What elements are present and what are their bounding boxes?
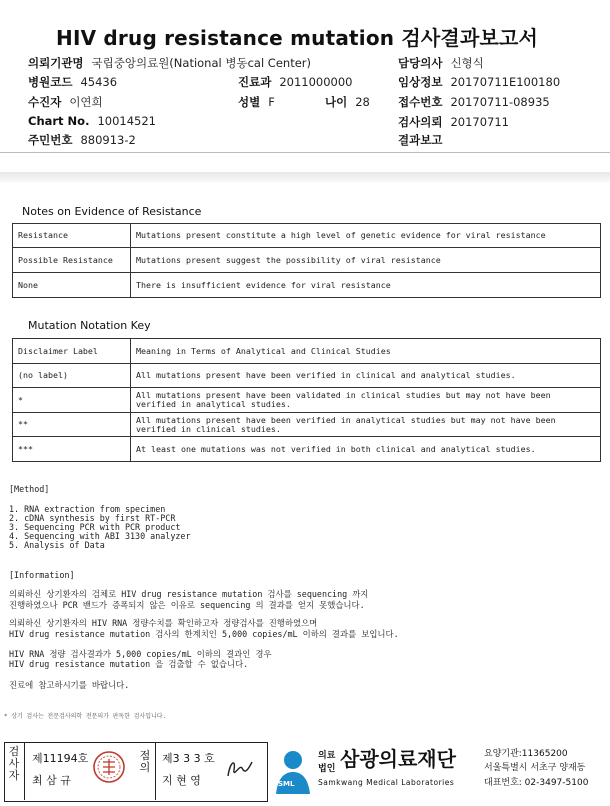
table-row — [13, 273, 601, 298]
org-code: 요양기관:11365200 — [484, 749, 568, 759]
sex-value: F — [268, 95, 275, 109]
footnote: * 상기 검사는 전문검사의학 전문의가 판독한 검사입니다. — [4, 713, 167, 720]
evidence-label-cell: None — [13, 273, 131, 298]
notation-text-line: All mutations present have been validated in clinical studies but may not have been — [136, 390, 551, 400]
attending-field — [398, 55, 484, 71]
evidence-text-cell: Mutations present suggest the possibility of viral resistance — [131, 248, 601, 273]
notation-text-cell — [131, 388, 601, 413]
patient-field — [28, 94, 103, 110]
rrn-field — [28, 132, 136, 148]
receipt-field — [398, 94, 550, 110]
chart-label: Chart No. — [28, 114, 90, 128]
info-title: [Information] — [9, 570, 75, 580]
rrn-label: 주민번호 — [28, 133, 73, 147]
notation-text-line: At least one mutations was not verified in both clinical and analytical studies. — [136, 443, 536, 454]
notation-text-line: verified in analytical studies. — [136, 399, 291, 409]
receipt-value: 20170711-08935 — [450, 95, 550, 109]
info-line: 진료에 참고하시기를 바랍니다. — [9, 680, 130, 690]
method-step: 5. Analysis of Data — [9, 540, 105, 550]
receipt-label: 접수번호 — [398, 95, 443, 109]
table-row — [13, 437, 601, 462]
notation-header-text: Meaning in Terms of Analytical and Clinical Studies — [131, 339, 601, 364]
table-row — [13, 413, 601, 437]
footer-divider — [24, 742, 26, 800]
method-step: 2. cDNA synthesis by first RT-PCR — [9, 513, 176, 523]
notation-text-line: verified in clinical studies. — [136, 423, 281, 434]
rrn-value: 880913-2 — [80, 133, 136, 147]
sml-logo-icon — [272, 744, 314, 796]
hospital-code-field — [28, 74, 117, 90]
clinical-info-value: 20170711E100180 — [450, 75, 561, 89]
request-date-label: 검사의뢰 — [398, 115, 443, 129]
hospital-code-label: 병원코드 — [28, 75, 73, 89]
table-row — [13, 248, 601, 273]
attending-label: 담당의사 — [398, 56, 443, 70]
institution-label: 의뢰기관명 — [28, 56, 84, 70]
info-line: 의뢰하신 상기환자의 HIV RNA 정량수치를 확인하고자 정량검사를 진행하였으며 — [9, 618, 318, 628]
table-row — [13, 388, 601, 413]
table-header-row — [13, 339, 601, 364]
info-line: 의뢰하신 상기환자의 검체로 HIV drug resistance mutation 검사를 sequencing 까지 — [9, 589, 369, 599]
dept-value: 2011000000 — [279, 75, 353, 89]
notation-title: Mutation Notation Key — [28, 319, 151, 332]
info-line: 진행하였으나 PCR 밴드가 증폭되지 않은 이유로 sequencing 의 결과를 얻지 못했습니다. — [9, 600, 365, 610]
info-line: HIV drug resistance mutation 을 검출할 수 없습니다. — [9, 659, 249, 669]
evidence-label-cell: Possible Resistance — [13, 248, 131, 273]
signature-icon — [222, 754, 258, 784]
request-date-field — [398, 114, 509, 130]
table-row — [13, 364, 601, 388]
chart-value: 10014521 — [97, 114, 156, 128]
evidence-label-cell: Resistance — [13, 224, 131, 248]
chart-field — [28, 114, 156, 128]
evidence-text-cell: There is insufficient evidence for viral resistance — [131, 273, 601, 298]
footer-divider — [155, 742, 157, 800]
org-name: 삼광의료재단 — [340, 747, 456, 771]
inspector-license: 제11194호 — [32, 752, 89, 765]
header-divider — [0, 152, 610, 153]
info-line: HIV RNA 정량 검사결과가 5,000 copies/mL 이하의 결과인 경우 — [9, 649, 272, 659]
clinical-info-field — [398, 74, 560, 90]
notation-text-line: All mutations present have been verified in analytical studies but may not have been — [136, 414, 556, 425]
notation-text-cell — [131, 437, 601, 462]
method-step: 4. Sequencing with ABI 3130 analyzer — [9, 531, 191, 541]
method-step: 1. RNA extraction from specimen — [9, 504, 166, 514]
hospital-code-value: 45436 — [80, 75, 118, 89]
notation-text-line: All mutations present have been verified in clinical and analytical studies. — [136, 370, 516, 380]
clinical-info-label: 임상정보 — [398, 75, 443, 89]
age-field — [325, 94, 370, 110]
org-prefix-bottom: 법인 — [318, 764, 336, 774]
official-stamp-icon — [92, 750, 126, 784]
verifier-name: 지 현 영 — [162, 774, 201, 787]
table-row — [13, 224, 601, 248]
inspector-label: 검사자 — [8, 745, 20, 782]
evidence-table — [12, 223, 601, 298]
patient-label: 수진자 — [28, 95, 62, 109]
dept-label: 진료과 — [238, 75, 272, 89]
inspector-name: 최 삼 규 — [32, 774, 71, 787]
notation-label-cell: * — [13, 388, 131, 413]
method-title: [Method] — [9, 484, 50, 494]
org-prefix-top: 의료 — [318, 751, 336, 761]
notation-label-cell: (no label) — [13, 364, 131, 388]
attending-value: 신형식 — [450, 56, 484, 70]
result-report-field — [398, 132, 450, 148]
patient-value: 이연희 — [69, 95, 103, 109]
age-value: 28 — [355, 95, 370, 109]
sex-field — [238, 94, 275, 110]
info-line: HIV drug resistance mutation 검사의 한계치인 5,000 copies/mL 이하의 결과를 보입니다. — [9, 629, 399, 639]
institution-field — [28, 55, 311, 71]
org-name-en: Samkwang Medical Laboratories — [318, 778, 455, 787]
verifier-label: 점의 — [139, 749, 151, 774]
report-title: HIV drug resistance mutation 검사결과보고서 — [56, 26, 539, 50]
age-label: 나이 — [325, 95, 348, 109]
org-phone: 대표번호: 02-3497-5100 — [484, 778, 589, 788]
evidence-title: Notes on Evidence of Resistance — [22, 205, 202, 218]
request-date-value: 20170711 — [450, 115, 509, 129]
notation-table — [12, 338, 601, 462]
notation-label-cell: ** — [13, 413, 131, 437]
footer — [0, 740, 610, 806]
logo-text: SML — [278, 780, 295, 788]
dept-field — [238, 74, 353, 90]
method-step: 3. Sequencing PCR with PCR product — [9, 522, 181, 532]
org-address: 서울특별시 서초구 양재동 — [484, 763, 586, 773]
notation-header-label: Disclaimer Label — [13, 339, 131, 364]
sex-label: 성별 — [238, 95, 261, 109]
evidence-text-cell: Mutations present constitute a high level of genetic evidence for viral resistance — [131, 224, 601, 248]
verifier-license: 제3 3 3 호 — [162, 752, 215, 765]
notation-text-cell — [131, 413, 601, 437]
result-report-label: 결과보고 — [398, 133, 443, 147]
institution-value: 국립중앙의료원(National 병동cal Center) — [91, 56, 312, 70]
notation-label-cell: *** — [13, 437, 131, 462]
notation-text-cell — [131, 364, 601, 388]
scan-artifact — [0, 172, 610, 182]
